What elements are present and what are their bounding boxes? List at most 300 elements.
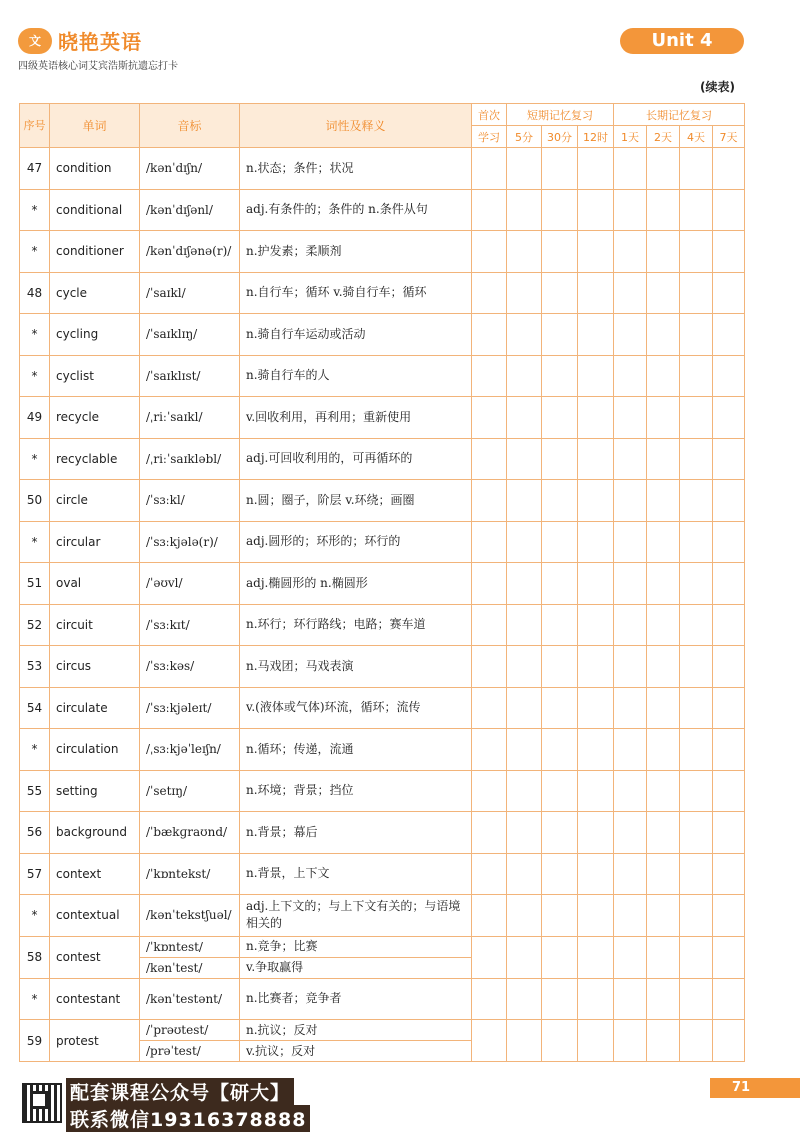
col-header-definition: 词性及释义 (240, 104, 472, 148)
row-word: cycling (50, 314, 140, 356)
row-word: recycle (50, 397, 140, 439)
checkbox-cell[interactable] (614, 770, 647, 812)
checkbox-cell[interactable] (472, 189, 507, 231)
checkbox-cell[interactable] (713, 355, 745, 397)
row-definition: adj.圆形的；环形的；环行的 (240, 521, 472, 563)
unit-badge: Unit 4 (620, 28, 744, 54)
row-definition: v.回收利用，再利用；重新使用 (240, 397, 472, 439)
table-row (20, 853, 745, 895)
row-word: circuit (50, 604, 140, 646)
row-word: contestant (50, 978, 140, 1020)
checkbox-cell[interactable] (578, 646, 614, 688)
brand-logo (18, 26, 142, 55)
checkbox-cell[interactable] (680, 314, 713, 356)
checkbox-cell[interactable] (578, 729, 614, 771)
row-phonetic: /kənˈtekstʃuəl/ (140, 895, 240, 937)
checkbox-cell[interactable] (680, 521, 713, 563)
row-number: 48 (20, 272, 50, 314)
table-row (20, 231, 745, 273)
table-row (20, 604, 745, 646)
checkbox-cell[interactable] (614, 148, 647, 190)
checkbox-cell[interactable] (647, 480, 680, 522)
checkbox-cell[interactable] (507, 397, 542, 439)
checkbox-cell[interactable] (507, 148, 542, 190)
row-phonetic: /ˈsaɪklɪst/ (140, 355, 240, 397)
checkbox-cell[interactable] (614, 812, 647, 854)
checkbox-cell[interactable] (578, 355, 614, 397)
row-phonetic: /ˈprəʊtest/ (140, 1020, 240, 1041)
checkbox-cell[interactable] (542, 729, 578, 771)
row-definition: n.背景；幕后 (240, 812, 472, 854)
checkbox-cell[interactable] (647, 729, 680, 771)
checkbox-cell[interactable] (507, 231, 542, 273)
checkbox-cell[interactable] (647, 978, 680, 1020)
checkbox-cell[interactable] (614, 480, 647, 522)
checkbox-cell[interactable] (507, 438, 542, 480)
col-header-long-2: 4天 (680, 126, 713, 148)
checkbox-cell[interactable] (614, 189, 647, 231)
col-header-short-term: 短期记忆复习 (507, 104, 614, 126)
checkbox-cell[interactable] (647, 563, 680, 605)
checkbox-cell[interactable] (647, 231, 680, 273)
checkbox-cell[interactable] (472, 480, 507, 522)
row-number: 54 (20, 687, 50, 729)
table-row (20, 480, 745, 522)
checkbox-cell[interactable] (578, 314, 614, 356)
checkbox-cell[interactable] (647, 397, 680, 439)
table-row (20, 646, 745, 688)
checkbox-cell[interactable] (680, 770, 713, 812)
checkbox-cell[interactable] (507, 853, 542, 895)
row-word: context (50, 853, 140, 895)
checkbox-cell[interactable] (472, 521, 507, 563)
row-number: 55 (20, 770, 50, 812)
row-word: background (50, 812, 140, 854)
checkbox-cell[interactable] (542, 687, 578, 729)
checkbox-cell[interactable] (614, 397, 647, 439)
row-number: 53 (20, 646, 50, 688)
checkbox-cell[interactable] (472, 978, 507, 1020)
col-header-first: 首次 (472, 104, 507, 126)
checkbox-cell[interactable] (507, 812, 542, 854)
checkbox-cell[interactable] (713, 272, 745, 314)
checkbox-cell[interactable] (614, 687, 647, 729)
checkbox-cell[interactable] (614, 853, 647, 895)
checkbox-cell[interactable] (614, 314, 647, 356)
checkbox-cell[interactable] (507, 480, 542, 522)
row-definition: n.状态；条件；状况 (240, 148, 472, 190)
checkbox-cell[interactable] (542, 314, 578, 356)
checkbox-cell[interactable] (472, 1020, 507, 1062)
checkbox-cell[interactable] (614, 355, 647, 397)
table-row (20, 978, 745, 1020)
checkbox-cell[interactable] (542, 936, 578, 978)
row-word: cycle (50, 272, 140, 314)
row-phonetic: /ˈsɜːkjələ(r)/ (140, 521, 240, 563)
checkbox-cell[interactable] (578, 563, 614, 605)
row-phonetic: /ˈsɜːkl/ (140, 480, 240, 522)
row-definition: n.环境；背景；挡位 (240, 770, 472, 812)
checkbox-cell[interactable] (542, 521, 578, 563)
checkbox-cell[interactable] (542, 646, 578, 688)
row-phonetic: /kənˈdɪʃn/ (140, 148, 240, 190)
checkbox-cell[interactable] (680, 812, 713, 854)
checkbox-cell[interactable] (680, 563, 713, 605)
checkbox-cell[interactable] (578, 438, 614, 480)
row-number: * (20, 189, 50, 231)
row-phonetic: /ˈsɜːkjəleɪt/ (140, 687, 240, 729)
checkbox-cell[interactable] (713, 480, 745, 522)
checkbox-cell[interactable] (713, 604, 745, 646)
row-number: 51 (20, 563, 50, 605)
checkbox-cell[interactable] (680, 604, 713, 646)
table-row (20, 355, 745, 397)
checkbox-cell[interactable] (578, 521, 614, 563)
row-phonetic: /ˈbækɡraʊnd/ (140, 812, 240, 854)
checkbox-cell[interactable] (472, 397, 507, 439)
checkbox-cell[interactable] (713, 895, 745, 937)
book-subtitle: 四级英语核心词艾宾浩斯抗遗忘打卡 (18, 61, 178, 72)
checkbox-cell[interactable] (542, 189, 578, 231)
row-definition: n.背景，上下文 (240, 853, 472, 895)
checkbox-cell[interactable] (713, 314, 745, 356)
checkbox-cell[interactable] (472, 895, 507, 937)
page-footer (0, 1075, 800, 1139)
col-header-first-study: 学习 (472, 126, 507, 148)
checkbox-cell[interactable] (578, 148, 614, 190)
checkbox-cell[interactable] (713, 189, 745, 231)
checkbox-cell[interactable] (680, 231, 713, 273)
row-number: 58 (20, 936, 50, 978)
checkbox-cell[interactable] (542, 397, 578, 439)
checkbox-cell[interactable] (578, 687, 614, 729)
checkbox-cell[interactable] (680, 272, 713, 314)
checkbox-cell[interactable] (614, 272, 647, 314)
checkbox-cell[interactable] (713, 438, 745, 480)
row-definition: n.循环；传递，流通 (240, 729, 472, 771)
row-definition: v.(液体或气体)环流，循环；流传 (240, 687, 472, 729)
checkbox-cell[interactable] (472, 853, 507, 895)
page-header (0, 0, 800, 100)
row-word: recyclable (50, 438, 140, 480)
checkbox-cell[interactable] (578, 853, 614, 895)
row-phonetic: /ˈsaɪklɪŋ/ (140, 314, 240, 356)
checkbox-cell[interactable] (647, 687, 680, 729)
checkbox-cell[interactable] (647, 853, 680, 895)
row-number: * (20, 521, 50, 563)
checkbox-cell[interactable] (542, 148, 578, 190)
checkbox-cell[interactable] (614, 895, 647, 937)
checkbox-cell[interactable] (713, 853, 745, 895)
checkbox-cell[interactable] (472, 148, 507, 190)
row-number: * (20, 314, 50, 356)
row-definition: n.抗议；反对 (240, 1020, 472, 1041)
checkbox-cell[interactable] (578, 189, 614, 231)
checkbox-cell[interactable] (713, 687, 745, 729)
table-row (20, 936, 745, 957)
checkbox-cell[interactable] (578, 895, 614, 937)
page-number-bar (710, 1078, 800, 1098)
checkbox-cell[interactable] (680, 397, 713, 439)
checkbox-cell[interactable] (614, 729, 647, 771)
checkbox-cell[interactable] (647, 355, 680, 397)
checkbox-cell[interactable] (647, 521, 680, 563)
col-header-no: 序号 (20, 104, 50, 148)
checkbox-cell[interactable] (542, 853, 578, 895)
checkbox-cell[interactable] (507, 936, 542, 978)
checkbox-cell[interactable] (647, 314, 680, 356)
checkbox-cell[interactable] (542, 355, 578, 397)
checkbox-cell[interactable] (578, 231, 614, 273)
checkbox-cell[interactable] (647, 189, 680, 231)
row-number: * (20, 438, 50, 480)
checkbox-cell[interactable] (647, 895, 680, 937)
row-number: * (20, 895, 50, 937)
row-word: circulation (50, 729, 140, 771)
table-row (20, 189, 745, 231)
checkbox-cell[interactable] (614, 936, 647, 978)
checkbox-cell[interactable] (713, 729, 745, 771)
row-definition: adj.有条件的；条件的 n.条件从句 (240, 189, 472, 231)
checkbox-cell[interactable] (578, 397, 614, 439)
checkbox-cell[interactable] (647, 272, 680, 314)
checkbox-cell[interactable] (647, 604, 680, 646)
row-word: conditioner (50, 231, 140, 273)
checkbox-cell[interactable] (680, 729, 713, 771)
checkbox-cell[interactable] (578, 978, 614, 1020)
checkbox-cell[interactable] (680, 438, 713, 480)
checkbox-cell[interactable] (647, 646, 680, 688)
table-row (20, 438, 745, 480)
checkbox-cell[interactable] (614, 646, 647, 688)
checkbox-cell[interactable] (713, 812, 745, 854)
row-phonetic: /ˌsɜːkjəˈleɪʃn/ (140, 729, 240, 771)
checkbox-cell[interactable] (472, 936, 507, 978)
row-number: 57 (20, 853, 50, 895)
row-definition: n.自行车；循环 v.骑自行车；循环 (240, 272, 472, 314)
checkbox-cell[interactable] (680, 355, 713, 397)
checkbox-cell[interactable] (472, 604, 507, 646)
table-row (20, 397, 745, 439)
checkbox-cell[interactable] (472, 646, 507, 688)
col-header-word: 单词 (50, 104, 140, 148)
checkbox-cell[interactable] (507, 604, 542, 646)
col-header-long-term: 长期记忆复习 (614, 104, 745, 126)
promo-line-1: 配套课程公众号【研大】 (66, 1078, 294, 1105)
row-definition: v.抗议；反对 (240, 1041, 472, 1062)
checkbox-cell[interactable] (542, 895, 578, 937)
row-phonetic: /ˌriːˈsaɪkl/ (140, 397, 240, 439)
row-phonetic: /kənˈdɪʃənl/ (140, 189, 240, 231)
checkbox-cell[interactable] (472, 438, 507, 480)
checkbox-cell[interactable] (713, 563, 745, 605)
row-word: conditional (50, 189, 140, 231)
row-definition: n.护发素；柔顺剂 (240, 231, 472, 273)
checkbox-cell[interactable] (713, 521, 745, 563)
checkbox-cell[interactable] (713, 646, 745, 688)
row-word: circle (50, 480, 140, 522)
row-number: 50 (20, 480, 50, 522)
row-definition: v.争取赢得 (240, 957, 472, 978)
table-row (20, 895, 745, 937)
checkbox-cell[interactable] (542, 1020, 578, 1062)
col-header-long-1: 2天 (647, 126, 680, 148)
checkbox-cell[interactable] (647, 438, 680, 480)
row-word: cyclist (50, 355, 140, 397)
checkbox-cell[interactable] (542, 480, 578, 522)
checkbox-cell[interactable] (507, 978, 542, 1020)
row-phonetic: /kənˈdɪʃənə(r)/ (140, 231, 240, 273)
checkbox-cell[interactable] (542, 604, 578, 646)
checkbox-cell[interactable] (472, 687, 507, 729)
checkbox-cell[interactable] (578, 812, 614, 854)
table-row (20, 812, 745, 854)
checkbox-cell[interactable] (472, 272, 507, 314)
checkbox-cell[interactable] (507, 646, 542, 688)
checkbox-cell[interactable] (507, 314, 542, 356)
checkbox-cell[interactable] (647, 148, 680, 190)
table-row (20, 1020, 745, 1041)
checkbox-cell[interactable] (614, 604, 647, 646)
row-definition: n.比赛者；竞争者 (240, 978, 472, 1020)
row-number: 47 (20, 148, 50, 190)
checkbox-cell[interactable] (713, 770, 745, 812)
row-number: 56 (20, 812, 50, 854)
col-header-long-3: 7天 (713, 126, 745, 148)
checkbox-cell[interactable] (507, 189, 542, 231)
checkbox-cell[interactable] (542, 272, 578, 314)
checkbox-cell[interactable] (507, 1020, 542, 1062)
checkbox-cell[interactable] (542, 812, 578, 854)
checkbox-cell[interactable] (578, 770, 614, 812)
row-word: protest (50, 1020, 140, 1062)
checkbox-cell[interactable] (472, 314, 507, 356)
checkbox-cell[interactable] (507, 355, 542, 397)
row-number: 59 (20, 1020, 50, 1062)
row-phonetic: /ˈsɜːkɪt/ (140, 604, 240, 646)
checkbox-cell[interactable] (578, 936, 614, 978)
col-header-short-0: 5分 (507, 126, 542, 148)
checkbox-cell[interactable] (680, 480, 713, 522)
checkbox-cell[interactable] (542, 978, 578, 1020)
checkbox-cell[interactable] (614, 521, 647, 563)
row-phonetic: /ˌriːˈsaɪkləbl/ (140, 438, 240, 480)
checkbox-cell[interactable] (472, 231, 507, 273)
checkbox-cell[interactable] (680, 1020, 713, 1062)
checkbox-cell[interactable] (680, 895, 713, 937)
checkbox-cell[interactable] (542, 438, 578, 480)
row-phonetic: /ˈəʊvl/ (140, 563, 240, 605)
row-definition: n.竞争；比赛 (240, 936, 472, 957)
row-word: condition (50, 148, 140, 190)
promo-line-2: 联系微信19316378888 (66, 1105, 310, 1132)
checkbox-cell[interactable] (578, 1020, 614, 1062)
checkbox-cell[interactable] (507, 521, 542, 563)
checkbox-cell[interactable] (680, 978, 713, 1020)
row-number: * (20, 978, 50, 1020)
checkbox-cell[interactable] (713, 978, 745, 1020)
row-definition: adj.上下文的；与上下文有关的；与语境相关的 (240, 895, 472, 937)
checkbox-cell[interactable] (542, 563, 578, 605)
row-word: circus (50, 646, 140, 688)
brand-name: 晓艳英语 (58, 30, 142, 54)
row-word: circulate (50, 687, 140, 729)
checkbox-cell[interactable] (472, 770, 507, 812)
checkbox-cell[interactable] (680, 853, 713, 895)
checkbox-cell[interactable] (647, 936, 680, 978)
checkbox-cell[interactable] (578, 604, 614, 646)
checkbox-cell[interactable] (614, 438, 647, 480)
checkbox-cell[interactable] (472, 563, 507, 605)
row-definition: adj.可回收利用的，可再循环的 (240, 438, 472, 480)
checkbox-cell[interactable] (713, 397, 745, 439)
checkbox-cell[interactable] (614, 563, 647, 605)
page-number: 71 (732, 1080, 751, 1095)
checkbox-cell[interactable] (680, 687, 713, 729)
checkbox-cell[interactable] (680, 189, 713, 231)
checkbox-cell[interactable] (507, 770, 542, 812)
row-definition: n.骑自行车运动或活动 (240, 314, 472, 356)
row-word: oval (50, 563, 140, 605)
row-number: * (20, 231, 50, 273)
row-phonetic: /kənˈtest/ (140, 957, 240, 978)
checkbox-cell[interactable] (542, 770, 578, 812)
row-number: * (20, 729, 50, 771)
continued-label: (续表) (700, 80, 735, 94)
checkbox-cell[interactable] (647, 1020, 680, 1062)
checkbox-cell[interactable] (680, 148, 713, 190)
checkbox-cell[interactable] (713, 936, 745, 978)
qr-code-icon (22, 1083, 62, 1123)
row-number: 49 (20, 397, 50, 439)
checkbox-cell[interactable] (647, 770, 680, 812)
checkbox-cell[interactable] (713, 1020, 745, 1062)
col-header-short-1: 30分 (542, 126, 578, 148)
row-definition: adj.椭圆形的 n.椭圆形 (240, 563, 472, 605)
checkbox-cell[interactable] (614, 231, 647, 273)
checkbox-cell[interactable] (507, 895, 542, 937)
checkbox-cell[interactable] (507, 563, 542, 605)
table-row (20, 148, 745, 190)
checkbox-cell[interactable] (472, 355, 507, 397)
checkbox-cell[interactable] (713, 231, 745, 273)
checkbox-cell[interactable] (614, 978, 647, 1020)
checkbox-cell[interactable] (578, 272, 614, 314)
checkbox-cell[interactable] (472, 729, 507, 771)
checkbox-cell[interactable] (578, 480, 614, 522)
checkbox-cell[interactable] (507, 272, 542, 314)
row-word: contest (50, 936, 140, 978)
col-header-long-0: 1天 (614, 126, 647, 148)
row-definition: n.环行；环行路线；电路；赛车道 (240, 604, 472, 646)
checkbox-cell[interactable] (713, 148, 745, 190)
row-number: * (20, 355, 50, 397)
checkbox-cell[interactable] (507, 729, 542, 771)
table-row (20, 729, 745, 771)
row-phonetic: /kənˈtestənt/ (140, 978, 240, 1020)
checkbox-cell[interactable] (507, 687, 542, 729)
checkbox-cell[interactable] (680, 936, 713, 978)
row-definition: n.马戏团；马戏表演 (240, 646, 472, 688)
checkbox-cell[interactable] (680, 646, 713, 688)
row-phonetic: /ˈkɒntest/ (140, 936, 240, 957)
col-header-short-2: 12时 (578, 126, 614, 148)
checkbox-cell[interactable] (614, 1020, 647, 1062)
checkbox-cell[interactable] (647, 812, 680, 854)
table-row (20, 521, 745, 563)
checkbox-cell[interactable] (542, 231, 578, 273)
checkbox-cell[interactable] (472, 812, 507, 854)
